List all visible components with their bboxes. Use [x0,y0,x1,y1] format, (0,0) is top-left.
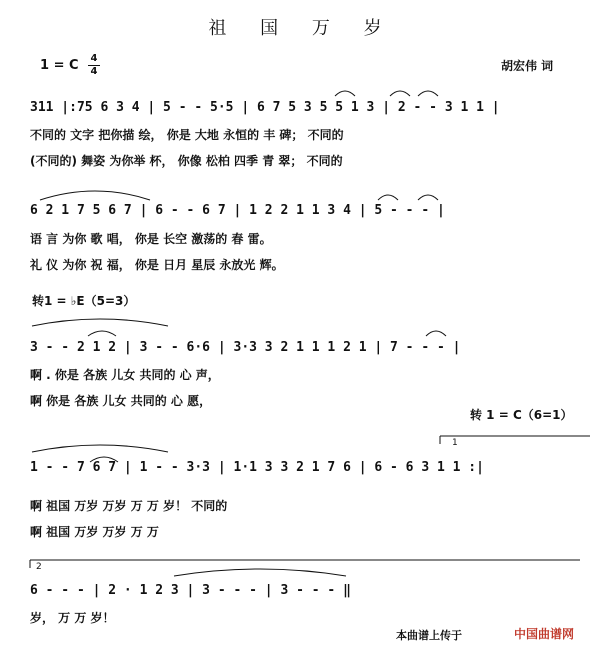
meter-bottom: 4 [90,66,98,77]
lyricist-credit: 胡宏伟 词 [501,59,554,73]
lyric-row-5-verse-1: 岁， 万 万 岁！ [30,611,115,625]
lyric-row-1-verse-1: 不同的 文字 把你描 绘， 你是 大地 永恒的 丰 碑； 不同的 [30,128,344,142]
lyric-row-3-verse-1: 啊 . 你是 各族 儿女 共同的 心 声， [30,368,220,382]
notation-row-3: 3 - - 2 1 2 | 3 - - 6·6 | 3·3 3 2 1 1 1 2 1 | 7 - - - | [30,340,461,355]
key-signature: 1 = C [40,58,79,73]
song-title: 祖 国 万 岁 [208,18,396,39]
lyric-row-4-verse-1: 啊 祖国 万岁 万岁 万 万 岁！ 不同的 [30,499,228,513]
notation-row-4: 1 - - 7 6 7 | 1 - - 3·3 | 1·1 3 3 2 1 7 6 | 6 - 6 3 1 1 :| [30,460,484,475]
volta-2-label: 2 [36,562,42,572]
meter-top: 4 [90,53,98,64]
lyric-row-1-verse-2: (不同的) 舞姿 为你举 杯， 你像 松柏 四季 青 翠； 不同的 [30,154,343,168]
notation-row-1: 311 |:75 6 3 4 | 5 - - 5·5 | 6 7 5 3 5 5 1 3 | 2 - - 3 1 1 | [30,100,500,115]
lyric-row-3-verse-2: 啊 你是 各族 儿女 共同的 心 愿， [30,394,212,408]
modulation-1: 转1 = ♭E（5=3） [32,294,136,308]
lyric-row-2-verse-1: 语 言 为你 歌 唱， 你是 长空 激荡的 春 雷。 [30,232,272,246]
notation-row-2: 6 2 1 7 5 6 7 | 6 - - 6 7 | 1 2 2 1 1 3 4 | 5 - - - | [30,203,445,218]
site-logo-text: 中国曲谱网 [514,627,575,641]
modulation-2: 转 1 = C（6=1） [470,408,573,422]
footer-upload-note: 本曲谱上传于 [396,629,462,642]
lyric-row-2-verse-2: 礼 仪 为你 祝 福， 你是 日月 星辰 永放光 辉。 [30,258,284,272]
lyric-row-4-verse-2: 啊 祖国 万岁 万岁 万 万 [30,525,159,539]
volta-1-label: 1 [452,438,458,448]
notation-row-5: 6 - - - | 2 · 1 2 3 | 3 - - - | 3 - - - ‖ [30,583,351,598]
